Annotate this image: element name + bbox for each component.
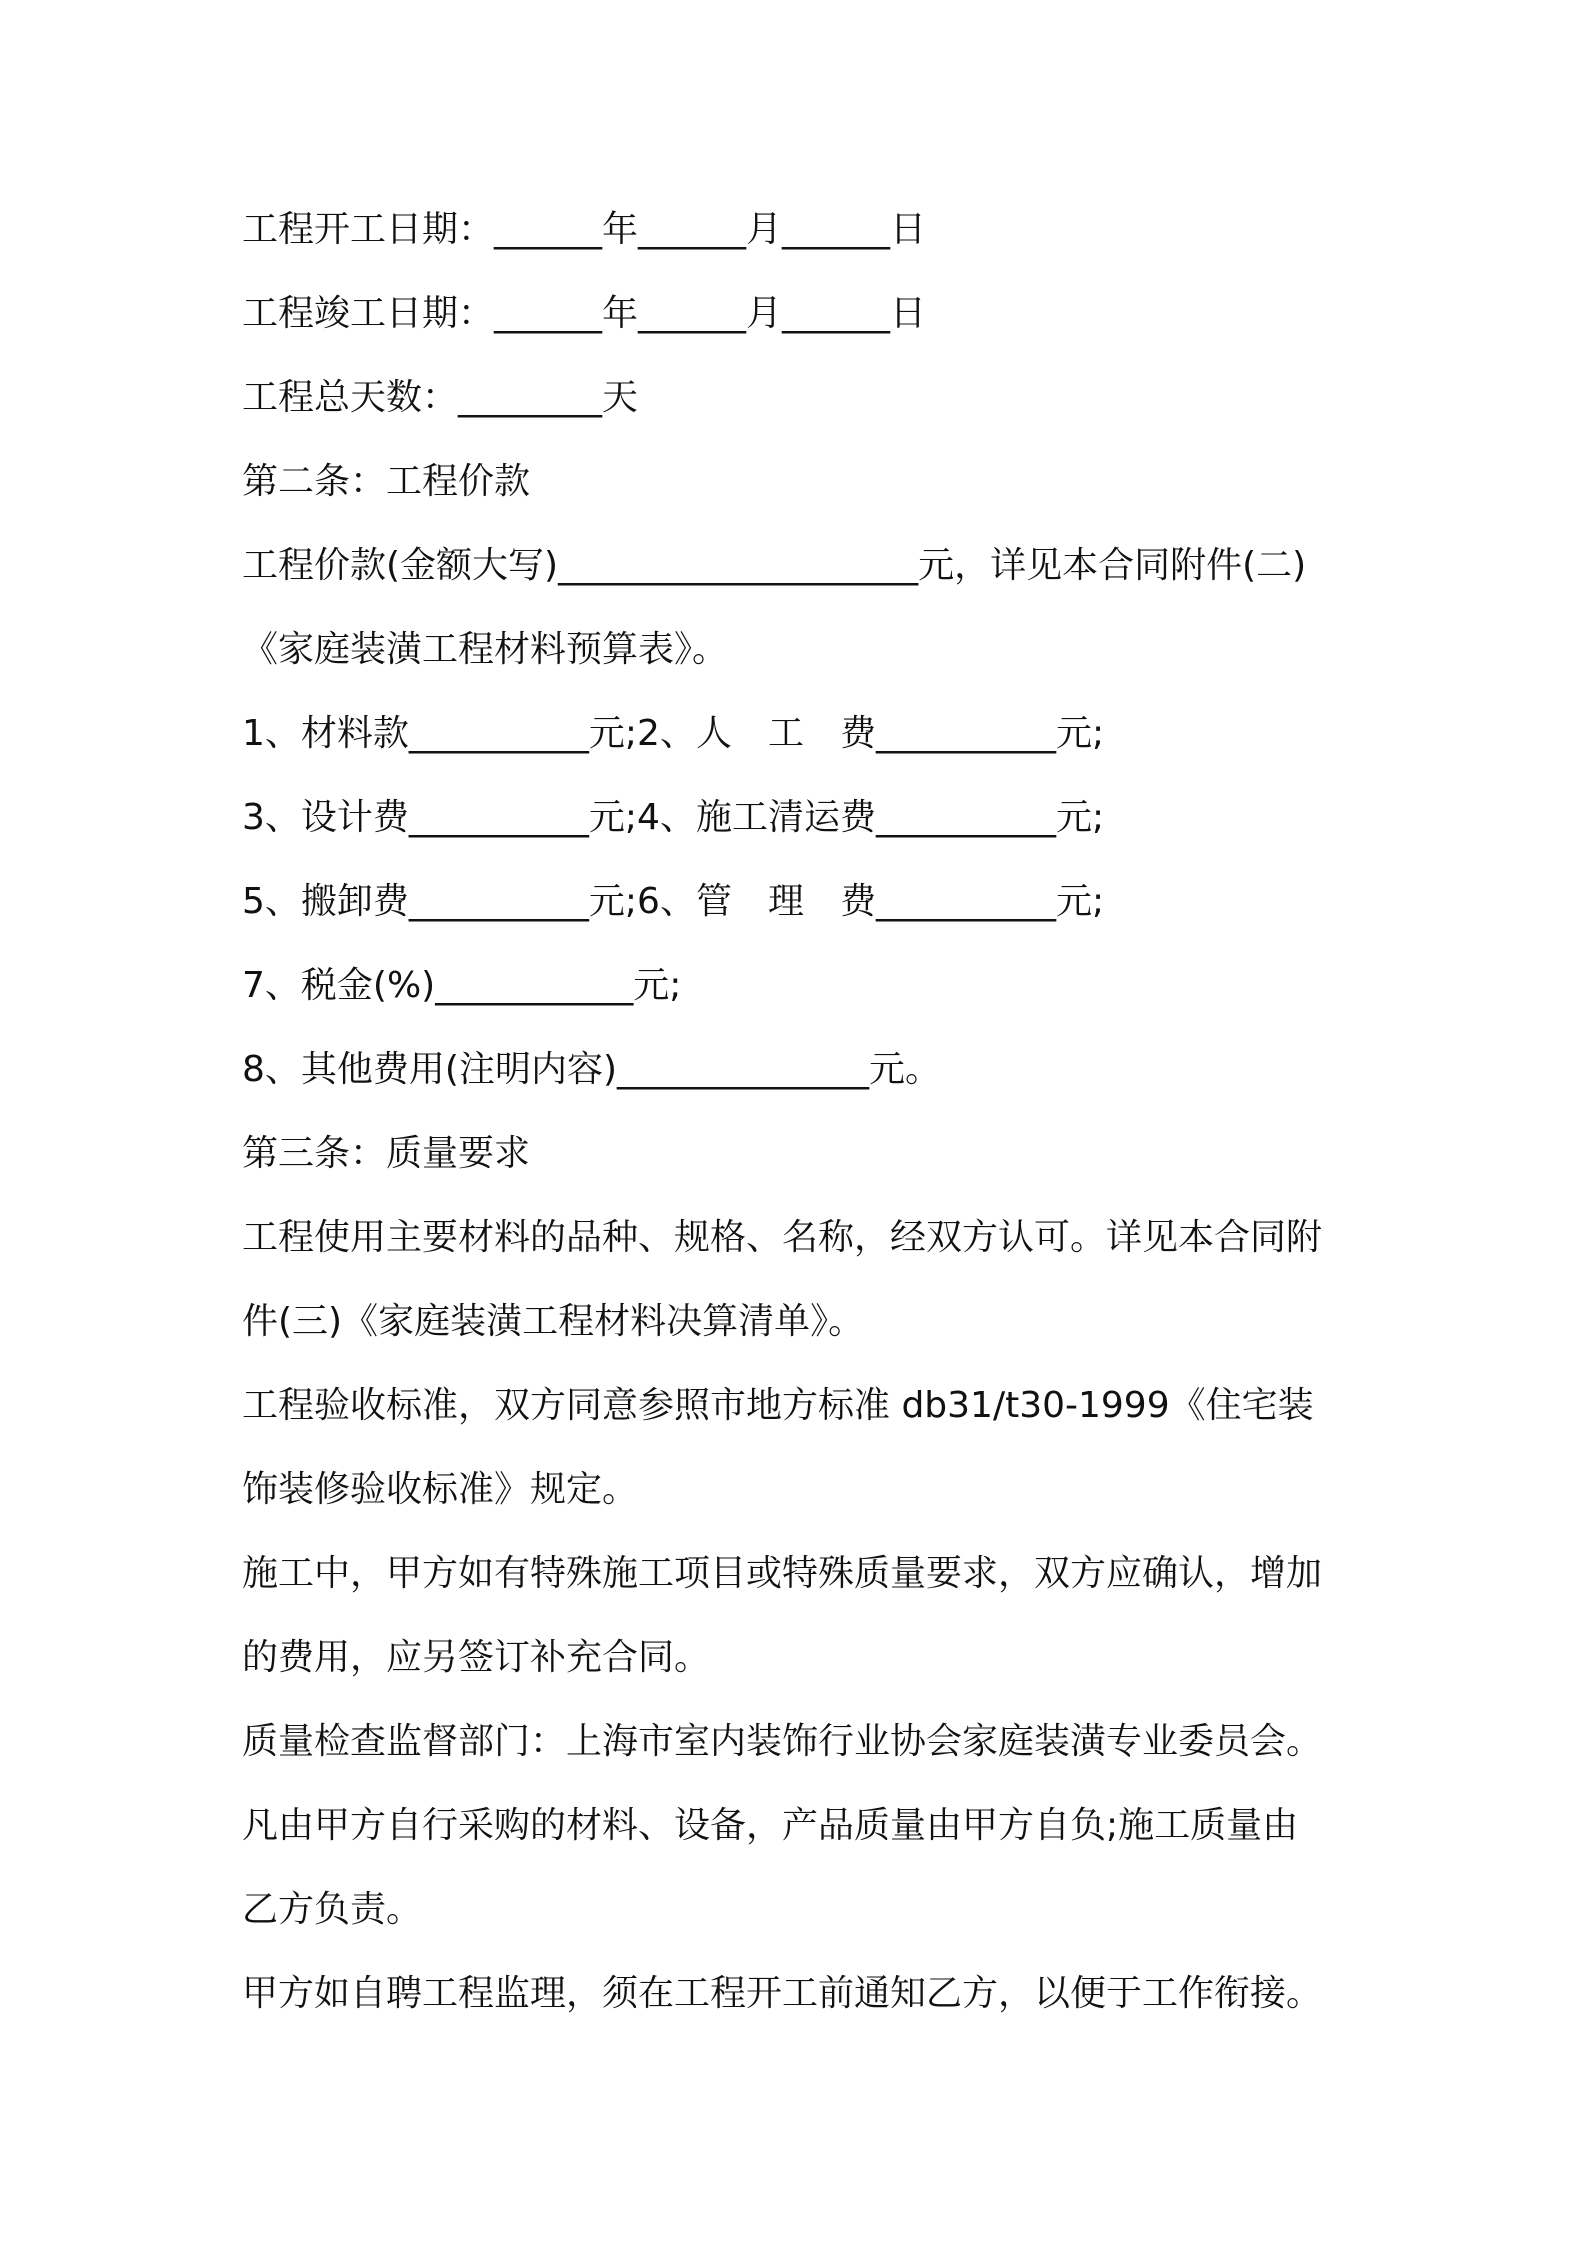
- completion-date-line: 工程竣工日期：______年______月______日: [242, 293, 927, 334]
- document-body: [242, 198, 1362, 2046]
- article-two-heading: 第二条：工程价款: [242, 461, 531, 502]
- materials-paragraph-line-2: 件(三)《家庭装潢工程材料决算清单》。: [242, 1301, 865, 1342]
- acceptance-standard-line-1: 工程验收标准，双方同意参照市地方标准 db31/t30-1999《住宅装: [242, 1385, 1314, 1426]
- fee-items-line-1: 1、材料款__________元;2、人 工 费__________元;: [242, 713, 1105, 754]
- other-fees-line: 8、其他费用(注明内容)______________元。: [242, 1049, 941, 1090]
- total-days-line: 工程总天数：________天: [242, 377, 639, 418]
- acceptance-standard-line-2: 饰装修验收标准》规定。: [242, 1469, 639, 1510]
- article-three-heading: 第三条：质量要求: [242, 1133, 531, 1174]
- supervision-department-line: 质量检查监督部门：上海市室内装饰行业协会家庭装潢专业委员会。: [242, 1721, 1323, 1762]
- supervisor-notice-line: 甲方如自聘工程监理，须在工程开工前通知乙方，以便于工作衔接。: [242, 1973, 1323, 2014]
- fee-items-line-2: 3、设计费__________元;4、施工清运费__________元;: [242, 797, 1105, 838]
- self-purchase-quality-line-2: 乙方负责。: [242, 1889, 423, 1930]
- tax-line: 7、税金(%)___________元;: [242, 965, 682, 1006]
- materials-paragraph-line-1: 工程使用主要材料的品种、规格、名称，经双方认可。详见本合同附: [242, 1217, 1323, 1258]
- special-requirements-line-2: 的费用，应另签订补充合同。: [242, 1637, 711, 1678]
- budget-table-reference: 《家庭装潢工程材料预算表》。: [242, 629, 729, 670]
- self-purchase-quality-line-1: 凡由甲方自行采购的材料、设备，产品质量由甲方自负;施工质量由: [242, 1805, 1299, 1846]
- start-date-line: 工程开工日期：______年______月______日: [242, 209, 927, 250]
- special-requirements-line-1: 施工中，甲方如有特殊施工项目或特殊质量要求，双方应确认，增加: [242, 1553, 1323, 1594]
- project-price-line: 工程价款(金额大写)____________________元，详见本合同附件(二): [242, 545, 1307, 586]
- fee-items-line-3: 5、搬卸费__________元;6、管 理 费__________元;: [242, 881, 1105, 922]
